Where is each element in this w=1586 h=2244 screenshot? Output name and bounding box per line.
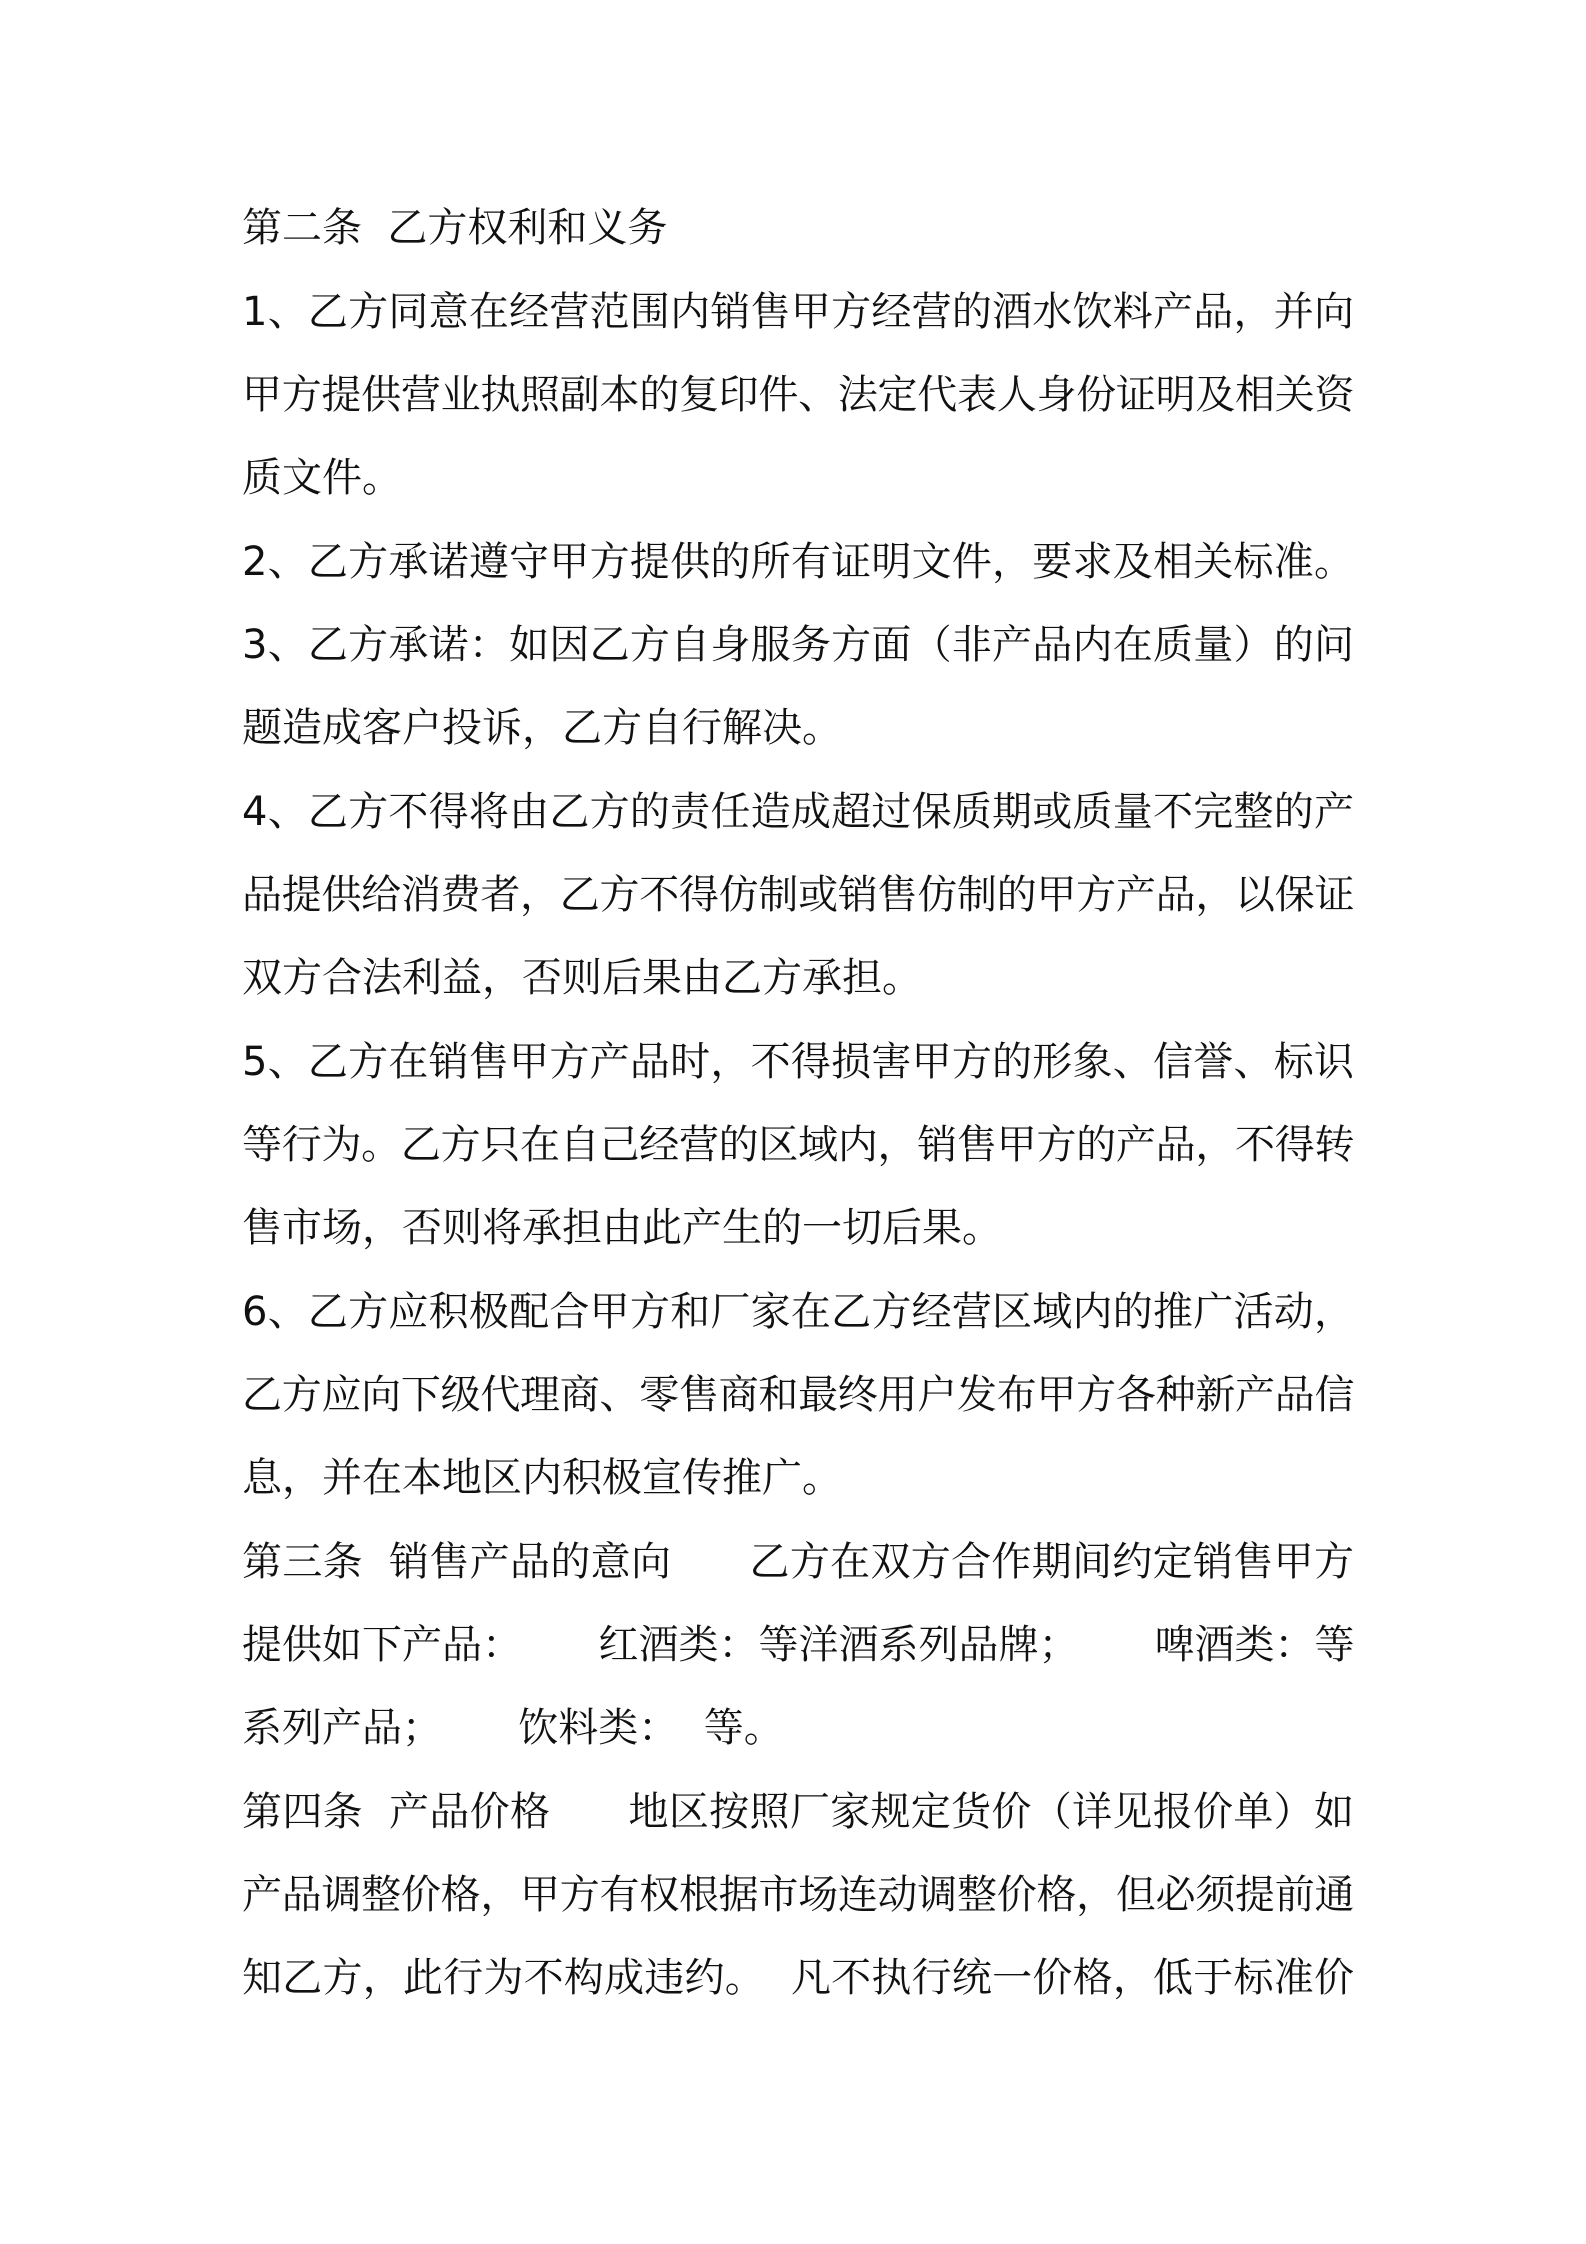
text-line: 提供如下产品： 红酒类：等洋酒系列品牌； 啤酒类：等: [242, 1622, 1354, 1668]
text-line: 4、乙方不得将由乙方的责任造成超过保质期或质量不完整的产: [242, 789, 1354, 835]
text-line: 题造成客户投诉，乙方自行解决。: [242, 705, 842, 751]
text-line: 息，并在本地区内积极宣传推广。: [242, 1455, 842, 1501]
text-line: 产品调整价格，甲方有权根据市场连动调整价格，但必须提前通: [242, 1872, 1354, 1918]
article-3-heading-line: 第三条 销售产品的意向 乙方在双方合作期间约定销售甲方: [242, 1539, 1354, 1585]
text-line: 5、乙方在销售甲方产品时，不得损害甲方的形象、信誉、标识: [242, 1039, 1354, 1085]
text-line: 1、乙方同意在经营范围内销售甲方经营的酒水饮料产品，并向: [242, 289, 1354, 335]
text-line: 系列产品； 饮料类： 等。: [242, 1705, 784, 1751]
text-line: 售市场，否则将承担由此产生的一切后果。: [242, 1205, 1002, 1251]
text-line: 知乙方，此行为不构成违约。 凡不执行统一价格，低于标准价: [242, 1955, 1354, 2001]
article-4-heading-line: 第四条 产品价格 地区按照厂家规定货价（详见报价单）如: [242, 1789, 1354, 1835]
text-line: 双方合法利益，否则后果由乙方承担。: [242, 955, 922, 1001]
text-line: 乙方应向下级代理商、零售商和最终用户发布甲方各种新产品信: [242, 1372, 1354, 1418]
text-line: 等行为。乙方只在自己经营的区域内，销售甲方的产品，不得转: [242, 1122, 1354, 1168]
text-line: 甲方提供营业执照副本的复印件、法定代表人身份证明及相关资: [242, 372, 1354, 418]
text-line: 质文件。: [242, 455, 402, 501]
text-line: 3、乙方承诺：如因乙方自身服务方面（非产品内在质量）的问: [242, 622, 1354, 668]
text-line: 6、乙方应积极配合甲方和厂家在乙方经营区域内的推广活动，: [242, 1289, 1354, 1335]
text-line: 2、乙方承诺遵守甲方提供的所有证明文件，要求及相关标准。: [242, 539, 1354, 585]
text-line: 品提供给消费者，乙方不得仿制或销售仿制的甲方产品，以保证: [242, 872, 1354, 918]
article-2-heading: 第二条 乙方权利和义务: [242, 205, 668, 251]
